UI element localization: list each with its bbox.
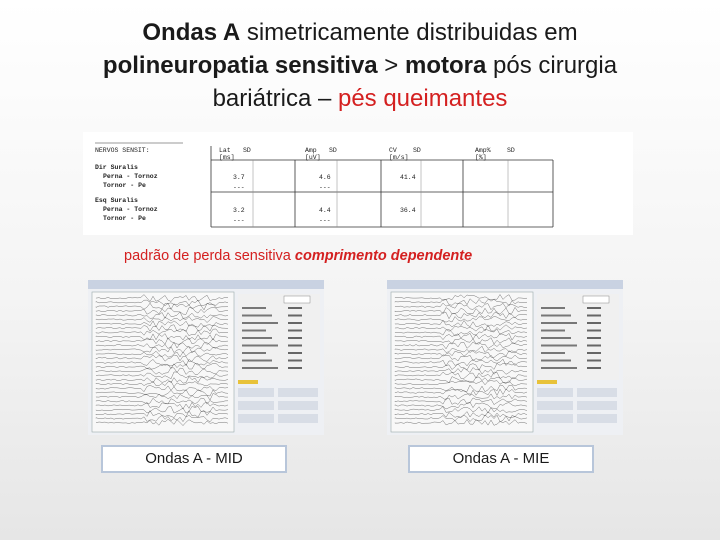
table-header-sd: SD xyxy=(507,147,515,154)
cell-amp-esq: 4.4 xyxy=(319,207,331,214)
table-header-amppct-unit: [%] xyxy=(475,154,487,161)
param-value xyxy=(587,345,601,347)
cell-lat-dir: 3.7 xyxy=(233,174,245,181)
param-value xyxy=(288,345,302,347)
emg-panel-left xyxy=(88,280,324,435)
param-value xyxy=(587,315,601,317)
param-value xyxy=(288,367,302,369)
param-value xyxy=(587,337,601,339)
param-line xyxy=(541,322,577,324)
table-header-amppct: Amp% xyxy=(475,147,491,154)
caption-right: Ondas A - MIE xyxy=(408,445,594,473)
cell-dash: --- xyxy=(319,184,331,191)
param-value xyxy=(587,352,601,354)
param-line xyxy=(242,337,272,339)
param-line xyxy=(541,352,565,354)
row-esq-suralis: Esq Suralis xyxy=(95,197,138,204)
cell-dash: --- xyxy=(233,217,245,224)
param-line xyxy=(242,367,278,369)
slide-title xyxy=(40,16,680,115)
param-value xyxy=(587,322,601,324)
row-perna-tornoz: Perna - Tornoz xyxy=(103,206,158,213)
param-line xyxy=(242,360,272,362)
param-value xyxy=(288,330,302,332)
param-value xyxy=(288,337,302,339)
param-line xyxy=(242,352,266,354)
table-header-cv-unit: [m/s] xyxy=(389,154,409,161)
table-header-sd: SD xyxy=(413,147,421,154)
emg-panel-right xyxy=(387,280,623,435)
param-value xyxy=(288,360,302,362)
param-value xyxy=(587,367,601,369)
row-perna-tornoz: Perna - Tornoz xyxy=(103,173,158,180)
title-line-3: bariátrica – pés queimantes xyxy=(212,85,508,112)
caption-left: Ondas A - MID xyxy=(101,445,287,473)
param-line xyxy=(541,315,571,317)
table-header-sd: SD xyxy=(329,147,337,154)
table-header-amp-unit: [uV] xyxy=(305,154,321,161)
param-value xyxy=(587,330,601,332)
row-dir-suralis: Dir Suralis xyxy=(95,164,138,171)
table-header-lat-unit: [ms] xyxy=(219,154,235,161)
param-line xyxy=(242,315,272,317)
param-line xyxy=(541,345,577,347)
param-line xyxy=(242,307,266,309)
param-value xyxy=(288,322,302,324)
param-line xyxy=(242,330,266,332)
param-value xyxy=(288,315,302,317)
cell-cv-esq: 36.4 xyxy=(400,207,416,214)
param-line xyxy=(242,345,278,347)
cell-dash: --- xyxy=(319,217,331,224)
title-line-1: Ondas A simetricamente distribuidas em xyxy=(142,19,578,46)
table-header-nervos: NERVOS SENSIT: xyxy=(95,147,150,154)
param-value xyxy=(587,360,601,362)
cell-lat-esq: 3.2 xyxy=(233,207,245,214)
param-value xyxy=(587,307,601,309)
param-line xyxy=(541,330,565,332)
table-header-cv: CV xyxy=(389,147,397,154)
nerve-conduction-table-image xyxy=(83,132,633,235)
param-line xyxy=(541,337,571,339)
row-tornor-pe: Tornor - Pe xyxy=(103,182,146,189)
row-tornor-pe: Tornor - Pe xyxy=(103,215,146,222)
param-line xyxy=(242,322,278,324)
table-header-lat: Lat xyxy=(219,147,231,154)
cell-dash: --- xyxy=(233,184,245,191)
subtitle: padrão de perda sensitiva comprimento dependente xyxy=(124,248,473,264)
table-header-amp: Amp xyxy=(305,147,317,154)
param-line xyxy=(541,307,565,309)
cell-amp-dir: 4.6 xyxy=(319,174,331,181)
param-value xyxy=(288,307,302,309)
param-value xyxy=(288,352,302,354)
table-header-sd: SD xyxy=(243,147,251,154)
param-line xyxy=(541,367,577,369)
title-line-2: polineuropatia sensitiva > motora pós cirurgia xyxy=(102,52,618,79)
param-line xyxy=(541,360,571,362)
cell-cv-dir: 41.4 xyxy=(400,174,416,181)
